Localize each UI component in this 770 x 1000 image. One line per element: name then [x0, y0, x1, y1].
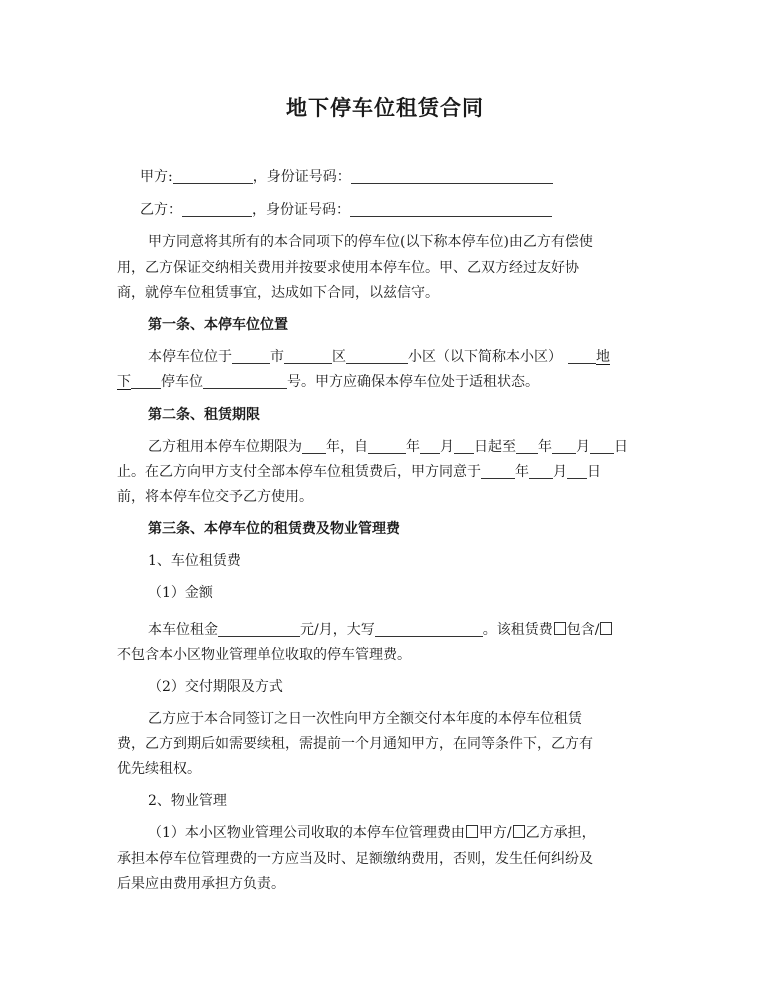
party-b-line [140, 197, 552, 224]
location-prefix: 本停车位位于 [148, 349, 232, 365]
level-blank-1[interactable] [568, 348, 596, 364]
delivery-day-label: 日 [587, 464, 601, 480]
end-day-blank[interactable] [590, 438, 614, 454]
section-property-management: 2、物业管理 [148, 793, 227, 809]
start-year-label: 年 [406, 439, 420, 455]
start-month-blank[interactable] [420, 438, 440, 454]
start-day-label: 日起至 [474, 439, 516, 455]
community-label: 小区（以下简称本小区） [408, 349, 562, 365]
term-years-label: 年，自 [326, 439, 368, 455]
party-a-id-label: ，身份证号码： [252, 169, 351, 185]
end-month-blank[interactable] [552, 438, 576, 454]
article-2-line-2 [117, 459, 601, 486]
article-2-line-1 [148, 434, 628, 461]
party-a-label: 甲方: [140, 169, 173, 185]
rent-label: 本车位租金 [148, 622, 218, 638]
management-line-2: 承担本停车位管理费的一方应当及时、足额缴纳费用，否则，发生任何纠纷及 [117, 851, 593, 867]
term-years-blank[interactable] [302, 438, 326, 454]
article-3-heading: 第三条、本停车位的租赁费及物业管理费 [148, 521, 400, 537]
rent-unit-label: 元/月，大写 [300, 622, 375, 638]
party-a-option-label: 甲方/ [478, 825, 512, 841]
end-year-label: 年 [538, 439, 552, 455]
party-b-option-label: 乙方承担， [525, 825, 596, 841]
payment-line-1: 乙方应于本合同签订之日一次性向甲方全额交付本年度的本停车位租赁 [148, 711, 582, 727]
section-rent-fee: 1、车位租赁费 [148, 553, 241, 569]
article-1-line-2 [117, 369, 539, 396]
subsection-amount: （1）金额 [148, 585, 213, 601]
rent-amount-blank[interactable] [218, 621, 300, 637]
management-line-1 [148, 820, 596, 847]
include-checkbox[interactable] [554, 622, 566, 635]
delivery-year-label: 年 [515, 464, 529, 480]
parking-space-label: 停车位 [161, 374, 203, 390]
management-prefix: （1）本小区物业管理公司收取的本停车位管理费由 [148, 825, 465, 841]
article-2-heading: 第二条、租赁期限 [148, 407, 260, 423]
underground-text-2: 下 [117, 374, 131, 390]
city-blank[interactable] [232, 348, 270, 364]
party-a-id-blank[interactable] [351, 168, 553, 184]
end-year-blank[interactable] [516, 438, 538, 454]
district-label: 区 [332, 349, 346, 365]
article-1-heading: 第一条、本停车位位置 [148, 317, 288, 333]
start-year-blank[interactable] [368, 438, 406, 454]
district-blank[interactable] [284, 348, 332, 364]
location-suffix: 号。甲方应确保本停车位处于适租状态。 [287, 374, 539, 390]
level-blank-2[interactable] [131, 373, 161, 389]
party-a-line [140, 164, 553, 191]
party-b-id-label: ，身份证号码： [252, 202, 350, 218]
city-label: 市 [270, 349, 284, 365]
end-day-label: 日 [614, 439, 628, 455]
delivery-year-blank[interactable] [481, 463, 515, 479]
rent-line-2: 不包含本小区物业管理单位收取的停车管理费。 [117, 647, 411, 663]
subsection-payment: （2）交付期限及方式 [148, 679, 283, 695]
start-day-blank[interactable] [454, 438, 474, 454]
article-2-line-3: 前，将本停车位交予乙方使用。 [117, 489, 313, 505]
intro-line-1: 甲方同意将其所有的本合同项下的停车位(以下称本停车位)由乙方有偿使 [148, 234, 593, 250]
intro-line-2: 用，乙方保证交纳相关费用并按要求使用本停车位。甲、乙双方经过友好协 [117, 260, 579, 276]
party-b-checkbox[interactable] [513, 825, 525, 838]
intro-line-3: 商，就停车位租赁事宜，达成如下合同，以兹信守。 [117, 285, 439, 301]
delivery-month-label: 月 [553, 464, 567, 480]
delivery-prefix: 止。在乙方向甲方支付全部本停车位租赁费后，甲方同意于 [117, 464, 481, 480]
payment-line-3: 优先续租权。 [117, 761, 201, 777]
rent-fee-text: 。该租赁费 [482, 622, 553, 638]
rent-line-1 [148, 617, 613, 644]
rent-capital-blank[interactable] [375, 621, 483, 637]
space-number-blank[interactable] [203, 373, 287, 389]
party-b-name-blank[interactable] [182, 201, 252, 217]
exclude-checkbox[interactable] [600, 622, 612, 635]
term-prefix: 乙方租用本停车位期限为 [148, 439, 302, 455]
management-line-3: 后果应由费用承担方负责。 [117, 876, 285, 892]
party-a-name-blank[interactable] [173, 168, 253, 184]
party-b-label: 乙方： [140, 202, 182, 218]
underground-text-1: 地 [596, 349, 610, 365]
include-label: 包含/ [566, 622, 600, 638]
payment-line-2: 费，乙方到期后如需要续租，需提前一个月通知甲方，在同等条件下，乙方有 [117, 736, 593, 752]
article-1-line-1 [148, 344, 610, 371]
document-title: 地下停车位租赁合同 [286, 96, 484, 120]
end-month-label: 月 [576, 439, 590, 455]
delivery-day-blank[interactable] [567, 463, 587, 479]
start-month-label: 月 [440, 439, 454, 455]
party-a-checkbox[interactable] [466, 825, 478, 838]
community-blank[interactable] [346, 348, 408, 364]
party-b-id-blank[interactable] [350, 201, 552, 217]
delivery-month-blank[interactable] [529, 463, 553, 479]
